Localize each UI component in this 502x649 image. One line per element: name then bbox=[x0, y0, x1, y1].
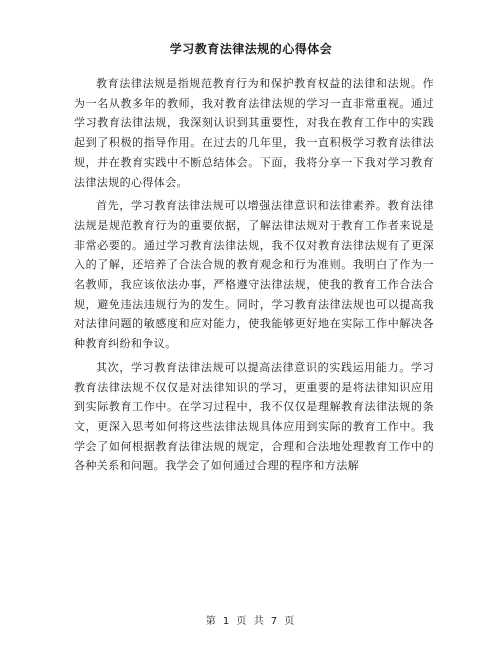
document-body bbox=[74, 74, 434, 476]
paragraph-1: 教育法律法规是指规范教育行为和保护教育权益的法律和法规。作为一名从教多年的教师，我对教育法律法规的学习一直非常重视。通过学习教育法律法规，我深刻认识到其重要性，对我在教育工作中的实践起到了积极的指导作用。在过去的几年里，我一直积极学习教育法律法规，并在教育实践中不断总结体会。下面，我将分享一下我对学习教育法律法规的心得体会。 bbox=[74, 77, 434, 189]
paragraph-3: 其次，学习教育法律法规可以提高法律意识的实践运用能力。学习教育法律法规不仅仅是对法律知识的学习，更重要的是将法律知识应用到实际教育工作中。在学习过程中，我不仅仅是理解教育法律法规的条文，更深入思考如何将这些法律法规具体应用到实际的教育工作中。我学会了如何根据教育法律法规的规定，合理和合法地处理教育工作中的各种关系和问题。我学会了如何通过合理的程序和方法解 bbox=[74, 360, 434, 473]
paragraph-2: 首先，学习教育法律法规可以增强法律意识和法律素养。教育法律法规是规范教育行为的重要依据，了解法律法规对于教育工作者来说是非常必要的。通过学习教育法律法规，我不仅对教育法律法规有了更深入的了解，还培养了合法合规的教育观念和行为准则。我明白了作为一名教师，我应该依法办事，严格遵守法律法规，使我的教育工作合法合规，避免违法违规行为的发生。同时，学习教育法律法规也可以提高我对法律问题的敏感度和应对能力，使我能够更好地在实际工作中解决各种教育纠纷和争议。 bbox=[74, 199, 434, 351]
page-number-footer: 第 1 页 共 7 页 bbox=[205, 616, 297, 627]
document-title: 学习教育法律法规的心得体会 bbox=[169, 42, 333, 56]
